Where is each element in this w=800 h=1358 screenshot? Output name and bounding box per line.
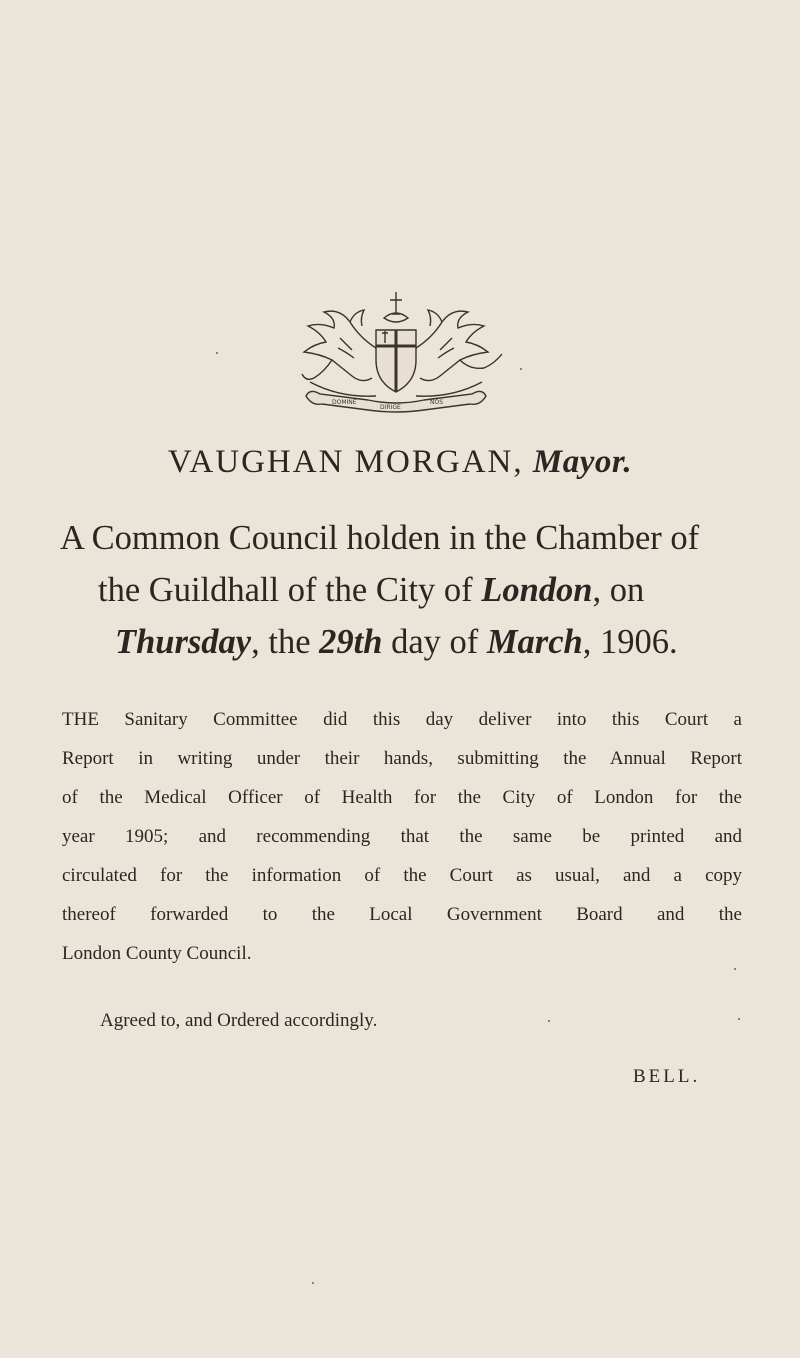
paper-speck bbox=[312, 1282, 314, 1284]
paragraph-line: year 1905; and recommending that the same be printed and bbox=[62, 826, 742, 847]
paragraph-line: Report in writing under their hands, submitting the Annual Report bbox=[62, 748, 742, 769]
council-heading bbox=[60, 512, 750, 668]
paper-speck bbox=[734, 968, 736, 970]
motto-word-3: NOS bbox=[430, 399, 444, 406]
heading-place: London bbox=[481, 571, 593, 609]
heading-day: 29th bbox=[319, 623, 383, 661]
heading-line-2-end: , on bbox=[592, 571, 645, 609]
mayor-title: Mayor. bbox=[532, 444, 633, 480]
paragraph-line: thereof forwarded to the Local Government Board and the bbox=[62, 904, 742, 925]
signature: BELL. bbox=[633, 1066, 701, 1087]
paragraph-line: of the Medical Officer of Health for the City of London for the bbox=[62, 787, 742, 808]
heading-line-3-the: , the bbox=[251, 623, 320, 661]
agreed-line: Agreed to, and Ordered accordingly. bbox=[100, 1010, 378, 1031]
heading-line-1: A Common Council holden in the Chamber of bbox=[60, 519, 700, 557]
motto-word-1: DOMINE bbox=[332, 399, 357, 406]
paragraph-line: London County Council. bbox=[62, 943, 252, 964]
mayor-line bbox=[0, 440, 800, 484]
paragraph-line: circulated for the information of the Court as usual, and a copy bbox=[62, 865, 742, 886]
heading-month: March bbox=[486, 623, 583, 661]
motto-word-2: DIRIGE bbox=[380, 404, 401, 411]
paper-speck bbox=[216, 352, 218, 354]
mayor-name: VAUGHAN MORGAN, bbox=[167, 444, 524, 480]
heading-line-2 bbox=[60, 564, 750, 616]
city-of-london-crest-icon bbox=[280, 288, 512, 414]
heading-line-3 bbox=[60, 616, 750, 668]
heading-line-3-dayof: day of bbox=[382, 623, 487, 661]
paper-speck bbox=[548, 1020, 550, 1022]
paper-speck bbox=[738, 1018, 740, 1020]
resolution-paragraph bbox=[62, 700, 742, 973]
heading-line-2-text: the Guildhall of the City of bbox=[98, 571, 482, 609]
heading-year: , 1906. bbox=[582, 623, 678, 661]
heading-weekday: Thursday bbox=[115, 623, 252, 661]
paper-speck bbox=[520, 368, 522, 370]
paragraph-line: THE Sanitary Committee did this day deliver into this Court a bbox=[62, 709, 742, 730]
